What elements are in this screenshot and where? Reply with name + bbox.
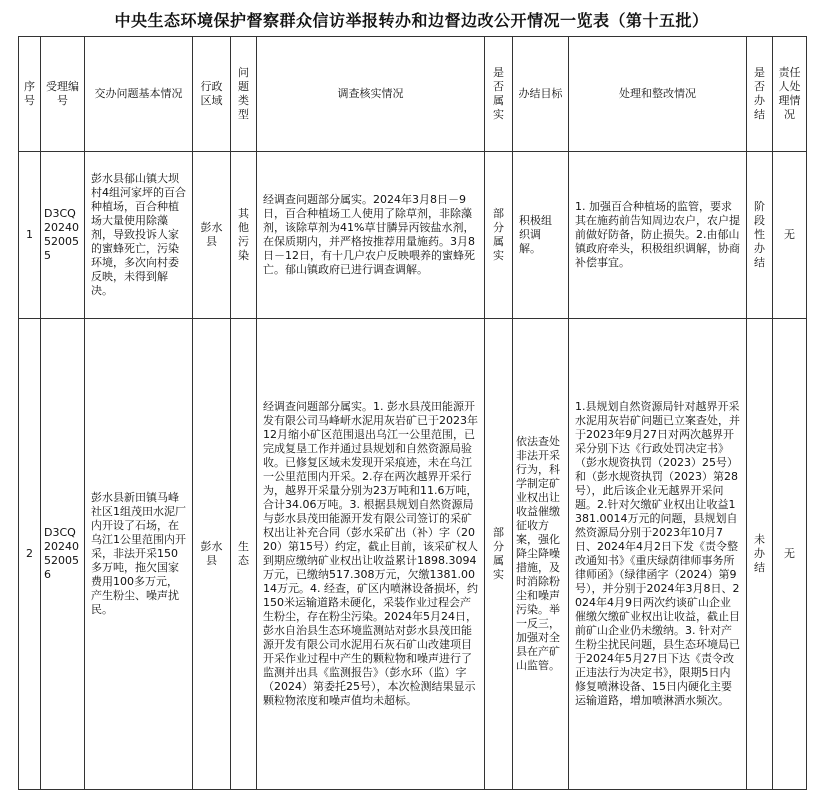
cell-investigation: 经调查问题部分属实。2024年3月8日－9日，百合种植场工人使用了除草剂，非除藻剂，该除草剂为41%草甘膦异丙铵盐水剂，在保质期内，并严格按推荐用量施药。3月8日－12日，有十几户农户反映喂养的蜜蜂死亡。郁山镇政府已进行调查调解。 [257, 152, 485, 319]
table-row [19, 319, 807, 790]
header-verified: 是否属实 [485, 37, 513, 152]
page-title: 中央生态环境保护督察群众信访举报转办和边督边改公开情况一览表（第十五批） [114, 11, 709, 30]
report-table [18, 36, 807, 790]
header-goal: 办结目标 [513, 37, 569, 152]
cell-seq: 2 [19, 319, 41, 790]
cell-issue: 彭水县郁山镇大坝村4组河家坪的百合种植场，百合种植场大量使用除藻剂，导致投诉人家的蜜蜂死亡，污染环境，多次向村委反映，未得到解决。 [85, 152, 193, 319]
cell-region: 彭水县 [193, 319, 231, 790]
cell-type: 生态 [231, 319, 257, 790]
header-region: 行政区域 [193, 37, 231, 152]
cell-investigation: 经调查问题部分属实。1. 彭水县茂田能源开发有限公司马峰岍水泥用灰岩矿已于2023年12月缩小矿区范围退出乌江一公里范围，已完成复垦工作并通过县规划和自然资源局验收。已修复区域未发现开采痕迹，未在乌江一公里范围内开采。2.存在两次越界开采行为，越界开采量分别为23万吨和11.6万吨，合计34.06万吨。3. 根据县规划自然资源局与彭水县茂田能源开发有限公司签订的采矿权出让补充合同（彭水采矿出（补）字（2020）第15号）约定，截止目前，该采矿权人到期应缴纳矿业权出让收益累计1898.3094万元，已缴纳517.308万元，欠缴1381.0014万元。4. 经查，矿区内喷淋设备损坏，约150米运输道路未硬化，采装作业过程会产生粉尘，存在粉尘污染。2024年5月24日，彭水自治县生态环境监测站对彭水县茂田能源开发有限公司水泥用石灰石矿山改建项目开采作业过程中产生的颗粒物和噪声进行了监测并出具《监测报告》（彭水环（监）字（2024）第委托25号），本次检测结果显示颗粒物浓度和噪声值均未超标。 [257, 319, 485, 790]
cell-type: 其他污染 [231, 152, 257, 319]
header-issue: 交办问题基本情况 [85, 37, 193, 152]
cell-seq: 1 [19, 152, 41, 319]
header-accountability: 责任人处理情况 [773, 37, 807, 152]
cell-verified: 部分属实 [485, 152, 513, 319]
cell-id: D3CQ20240520055 [41, 152, 85, 319]
cell-closed: 阶段性办结 [747, 152, 773, 319]
header-seq: 序号 [19, 37, 41, 152]
header-investigation: 调查核实情况 [257, 37, 485, 152]
cell-region: 彭水县 [193, 152, 231, 319]
header-closed: 是否办结 [747, 37, 773, 152]
cell-goal: 积极组织调解。 [513, 152, 569, 319]
cell-handling: 1.县规划自然资源局针对越界开采水泥用灰岩矿问题已立案查处，并于2023年9月27日对两次越界开采分别下达《行政处罚决定书》（彭水规资执罚（2023）25号）和（彭水规资执罚（2023）第28号），此后该企业无越界开采问题。2.针对欠缴矿业权出让收益1381.0014万元的问题，县规划自然资源局分别于2023年10月7日、2024年4月2日下发《责令整改通知书》《重庆绿荫律师事务所律师函》（绿律函字（2024）第9号），并分别于2024年3月8日、2024年4月9日两次约谈矿山企业催缴欠缴矿业权出让收益，截止目前矿山企业仍未缴纳。3. 针对产生粉尘扰民问题，县生态环境局已于2024年5月27日下达《责令改正违法行为决定书》，限期5日内修复喷淋设备、15日内硬化主要运输道路，增加喷淋洒水频次。 [569, 319, 747, 790]
header-row [19, 37, 807, 152]
cell-closed: 未办结 [747, 319, 773, 790]
header-handling: 处理和整改情况 [569, 37, 747, 152]
table-row [19, 152, 807, 319]
cell-issue: 彭水县新田镇马峰社区1组茂田水泥厂内开设了石场，在乌江1公里范围内开采，非法开采150多万吨，拖欠国家费用100多万元，产生粉尘、噪声扰民。 [85, 319, 193, 790]
cell-accountability: 无 [773, 152, 807, 319]
cell-accountability: 无 [773, 319, 807, 790]
header-type: 问题类型 [231, 37, 257, 152]
header-id: 受理编号 [41, 37, 85, 152]
cell-id: D3CQ20240520056 [41, 319, 85, 790]
cell-goal: 依法查处非法开采行为，科学制定矿业权出让收益催缴征收方案，强化降尘降噪措施，及时消除粉尘和噪声污染。举一反三，加强对全县在产矿山监管。 [513, 319, 569, 790]
cell-verified: 部分属实 [485, 319, 513, 790]
cell-handling: 1. 加强百合种植场的监管，要求其在施药前告知周边农户，农户提前做好防备，防止损失。2.由郁山镇政府牵头，积极组织调解，协商补偿事宜。 [569, 152, 747, 319]
